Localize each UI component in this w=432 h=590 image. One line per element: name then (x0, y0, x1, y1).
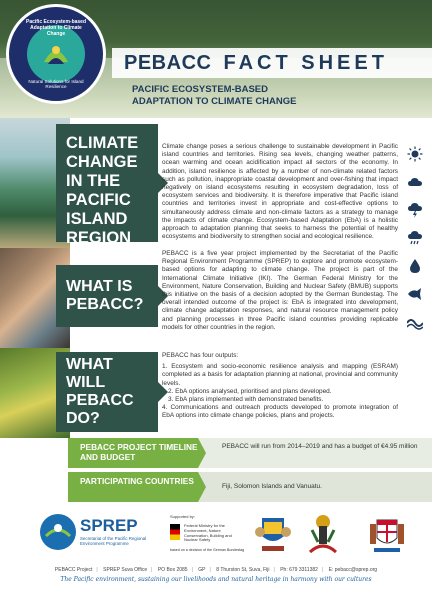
subtitle-line-1: PACIFIC ECOSYSTEM-BASED (132, 84, 269, 95)
section-text-outputs (162, 352, 398, 421)
section-text-climate-change: Climate change poses a serious challenge to sustainable development in Pacific island countries and territories. Rising sea levels, changing weather patterns, ocean warming and ocean acidification impact all sectors of the economy. In addition, island resilience is affected by a number of non-climate related factors such as pollution, inappropriate coastal development and over-fishing that impact negatively on island ecosystems resulting in ecosystem degradation, loss of ecosystem services and biodiversity. It is therefore imperative that Pacific island countries and territories invest in appropriate and cost-effective options to simultaneously address climate and non-climate factors as a strategy to manage the impacts of climate change. Ecosystem-based Adaptation (EbA) is a holistic approach to adaptation planning that seeks to harness the potential of healthy ecosystems and biodiversity to strengthen social and ecological resilience. (162, 143, 398, 241)
fiji-crest-icon (368, 512, 406, 556)
footer-tagline: The Pacific environment, sustaining our livelihoods and natural heritage in harmony with our cultures (60, 576, 372, 583)
german-flag-icon (170, 524, 180, 540)
sun-icon (407, 146, 423, 162)
info-row-participating-countries (68, 472, 432, 502)
info-value-timeline-budget: PEBACC will run from 2014–2019 and has a budget of €4.95 million (222, 443, 418, 450)
contact-item: SPREP Suva Office (103, 567, 148, 573)
contact-item: PEBACC Project (54, 567, 93, 573)
info-row-timeline-budget (68, 438, 432, 468)
bmub-supported-by: Supported by: (170, 514, 195, 519)
info-label-timeline-budget: PEBACC PROJECT TIMELINE AND BUDGET (68, 438, 198, 468)
fish-icon (407, 286, 423, 302)
footer-contact-bar: PEBACC Project | SPREP Suva Office | PO Box 2085 | GP | 8 Thurston St, Suva, Fiji | Ph: 679 3311382 | E: pebacc@sprep.org (54, 567, 378, 573)
climate-icon-column (404, 146, 426, 342)
rain-icon (407, 230, 423, 246)
sprep-name: SPREP (80, 516, 138, 535)
contact-item: 8 Thurston St, Suva, Fiji (216, 567, 270, 573)
subtitle-line-2: ADAPTATION TO CLIMATE CHANGE (132, 96, 297, 107)
drop-icon (407, 258, 423, 274)
bmub-ministry-name: Federal Ministry for the Environment, Nature Conservation, Building and Nuclear Safety (184, 523, 232, 543)
sprep-logo-icon (40, 514, 76, 550)
outputs-list (162, 363, 398, 420)
section-label-what-will-pebacc-do: WHAT WILL PEBACC DO? (56, 352, 158, 432)
subtitle (132, 84, 422, 108)
logo-text-bottom: Natural Solutions for Island Resilience (28, 79, 84, 89)
list-item: 3. EbA plans implemented with demonstrated benefits. (168, 396, 324, 404)
contact-item: GP (198, 567, 206, 573)
info-label-participating-countries: PARTICIPATING COUNTRIES (68, 472, 198, 502)
section-label-climate-change: CLIMATE CHANGE IN THE PACIFIC ISLAND REGION (56, 124, 158, 242)
vanuatu-crest-icon (304, 512, 342, 556)
bmub-logo (170, 514, 245, 554)
info-value-participating-countries: Fiji, Solomon Islands and Vanuatu. (222, 483, 322, 490)
solomon-islands-crest-icon (254, 512, 292, 556)
section-text-what-is-pebacc: PEBACC is a five year project implemented by the Secretariat of the Pacific Regional Environment Programme (SPREP) to explore and promote ecosystem-based options for adapting to climate change. The project is part of the International Climate Initiative (IKI). The German Federal Ministry for the Environment, Nature Conservation, Building and Nuclear Safety (BMUB) supports this initiative on the basis of a decision adopted by the German Bundestag. The overall intended outcome of the project is: EbA is integrated into development, climate change adaptation responses, and natural resource management policy and planning processes in three Pacific island countries providing replicable models for other countries in the region. (162, 250, 398, 331)
contact-item: Ph: 679 3311382 (280, 567, 318, 573)
list-item: 1. Ecosystem and socio-economic resilience analysis and mapping (ESRAM) completed as a basis for adaptation planning at national, provincial and community levels. (162, 363, 398, 387)
list-item: 2. EbA options analysed, prioritised and plans developed. (168, 387, 332, 395)
cloud-icon (407, 174, 423, 190)
title-bar (112, 48, 432, 78)
contact-email[interactable]: E: pebacc@sprep.org (328, 567, 378, 573)
footer-logos (0, 506, 432, 562)
section-label-what-is-pebacc: WHAT IS PEBACC? (56, 265, 158, 327)
pebacc-logo (6, 4, 106, 104)
list-item: 4. Communications and outreach products developed to promote integration of EbA options into climate change policies, plans and projects. (162, 404, 398, 420)
storm-icon (407, 202, 423, 218)
sprep-subtitle: Secretariat of the Pacific Regional Environment Programme (80, 536, 147, 546)
outputs-intro: PEBACC has four outputs: (162, 352, 239, 359)
logo-text-top: Pacific Ecosystem-based Adaptation to Climate Change (25, 19, 87, 37)
bmub-bundestag-note: based on a decision of the German Bundestag (170, 548, 245, 552)
contact-item: PO Box 2085 (157, 567, 188, 573)
header-banner (0, 0, 432, 118)
title-main: PEBACC (124, 51, 212, 74)
wave-icon (407, 314, 423, 330)
title-fact-sheet: FACT SHEET (223, 51, 388, 74)
